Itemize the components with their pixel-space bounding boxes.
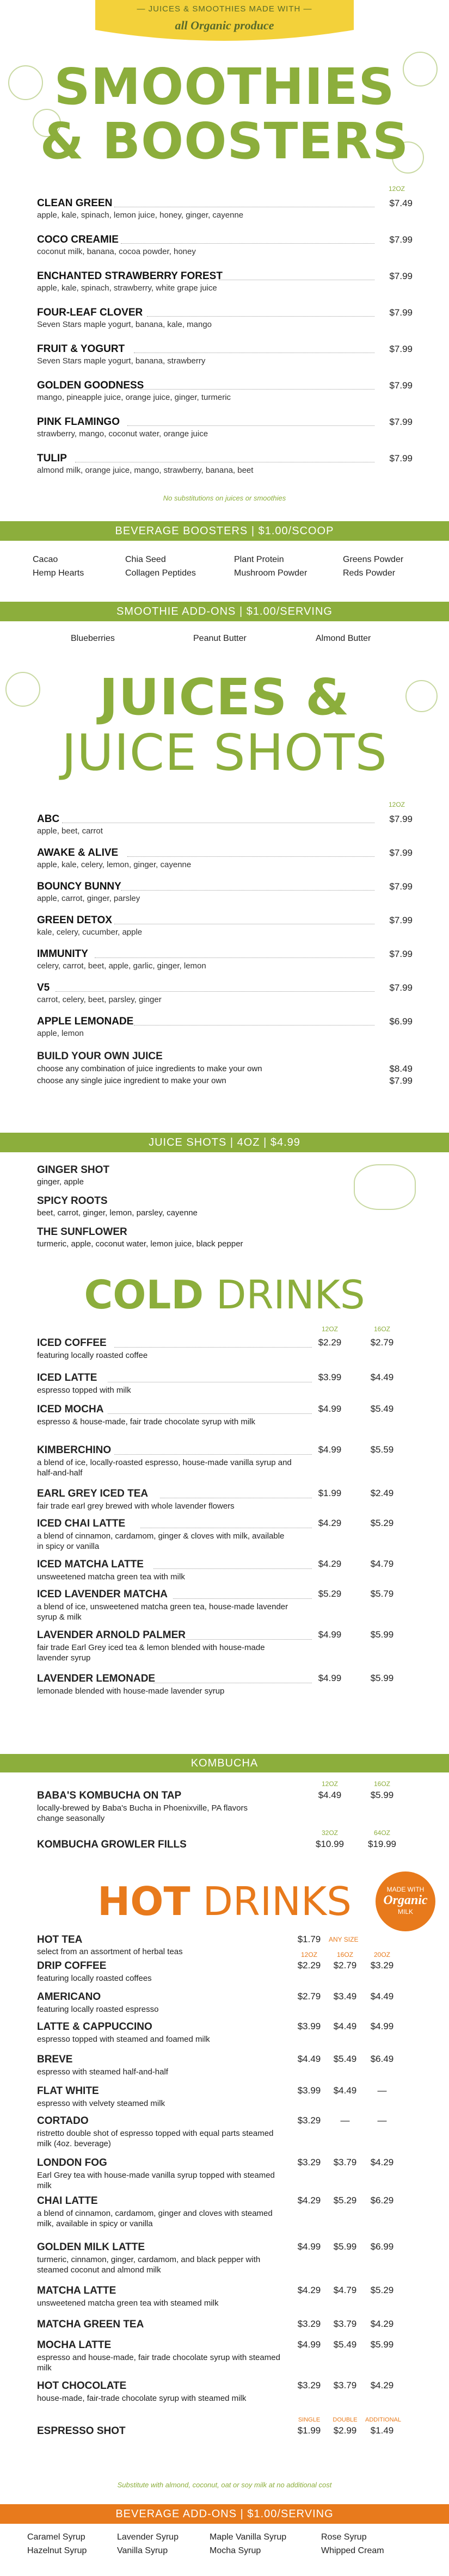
hot-price: $2.29: [297, 1960, 321, 1970]
cold-desc: featuring locally roasted coffee: [37, 1351, 148, 1360]
cold-price-16: $5.99: [370, 1673, 394, 1683]
hot-price: $5.49: [333, 2339, 357, 2350]
bev-addon-item: Mocha Syrup: [210, 2546, 261, 2555]
hot-desc: turmeric, cinnamon, ginger, cardamom, and black pepper with steamed coconut and almond milk: [37, 2255, 261, 2275]
smoothies-price: $7.99: [389, 307, 413, 318]
hot-price: $3.49: [333, 1991, 357, 2002]
addon-item: Almond Butter: [316, 634, 371, 643]
smoothies-name: FOUR-LEAF CLOVER: [37, 307, 143, 318]
cold-price-16: $5.49: [370, 1404, 394, 1414]
hot-name: GOLDEN MILK LATTE: [37, 2241, 145, 2253]
kombucha-tap-desc: locally-brewed by Baba's Bucha in Phoenixville, PA flavors change seasonally: [37, 1803, 248, 1823]
juices-dots: [127, 856, 374, 857]
hot-desc: espresso and house-made, fair trade chocolate syrup with steamed milk: [37, 2353, 280, 2373]
header-tagline: — JUICES & SMOOTHIES MADE WITH —: [137, 4, 312, 14]
juices-price: $7.99: [389, 814, 413, 824]
cold-name: ICED LATTE: [37, 1372, 97, 1383]
shot-name: SPICY ROOTS: [37, 1195, 108, 1207]
smoothies-name: FRUIT & YOGURT: [37, 343, 125, 355]
badge-line1: MADE WITH: [386, 1886, 425, 1893]
hot-price: $3.29: [297, 2380, 321, 2390]
hot-name: AMERICANO: [37, 1991, 101, 2003]
hot-name: BREVE: [37, 2054, 73, 2065]
booster-item: Plant Protein: [234, 555, 284, 564]
cold-price-12: $4.99: [318, 1629, 342, 1640]
hot-price: $4.29: [297, 2285, 321, 2295]
byo-desc-1: choose any combination of juice ingredients to make your own: [37, 1064, 262, 1073]
smoothies-name: ENCHANTED STRAWBERRY FOREST: [37, 270, 223, 282]
hot-price: $2.79: [333, 1960, 357, 1970]
shot-name: THE SUNFLOWER: [37, 1226, 127, 1238]
juices-desc: carrot, celery, beet, parsley, ginger: [37, 995, 162, 1004]
hot-name: DRIP COFFEE: [37, 1960, 107, 1972]
hot-name: MOCHA LATTE: [37, 2339, 112, 2351]
hot-desc: espresso topped with steamed and foamed milk: [37, 2035, 210, 2044]
hot-title-bold: HOT: [97, 1879, 190, 1924]
cold-drinks-title: [0, 1273, 449, 1317]
hot-desc: featuring locally roasted espresso: [37, 2005, 159, 2014]
bev-addon-item: Rose Syrup: [321, 2532, 367, 2542]
booster-item: Chia Seed: [125, 555, 166, 564]
hot-size-12: 12OZ: [300, 1951, 317, 1959]
hot-price: $5.99: [370, 2339, 394, 2350]
hot-size-16: 16OZ: [336, 1951, 353, 1959]
hot-desc: featuring locally roasted coffees: [37, 1974, 152, 1983]
hot-price: $3.79: [333, 2380, 357, 2390]
cold-price-12: $2.29: [318, 1337, 342, 1348]
size-header-16oz-kombucha: 16OZ: [373, 1780, 390, 1788]
hot-price: —: [377, 2115, 387, 2126]
cold-desc: a blend of cinnamon, cardamom, ginger & cloves with milk, available in spicy or vanilla: [37, 1531, 285, 1551]
cold-desc: espresso & house-made, fair trade chocolate syrup with milk: [37, 1417, 256, 1426]
shot-desc: ginger, apple: [37, 1177, 84, 1187]
juices-name: IMMUNITY: [37, 948, 88, 960]
hot-size-20: 20OZ: [373, 1951, 390, 1959]
smoothies-price: $7.99: [389, 271, 413, 281]
cold-price-12: $4.29: [318, 1559, 342, 1569]
juices-dots: [56, 991, 374, 992]
hot-tea-desc: select from an assortment of herbal teas: [37, 1947, 183, 1956]
hot-name: CHAI LATTE: [37, 2195, 98, 2207]
juice-shots-bar: JUICE SHOTS | 4OZ | $4.99: [0, 1133, 449, 1152]
smoothies-desc: almond milk, orange juice, mango, strawberry, banana, beet: [37, 466, 254, 475]
byo-price-2: $7.99: [389, 1076, 413, 1086]
size-header-12oz-juice: 12OZ: [388, 801, 405, 808]
hot-desc: a blend of cinnamon, cardamom, ginger and cloves with steamed milk, available in spicy or vanilla: [37, 2209, 273, 2228]
smoothie-note: No substitutions on juices or smoothies: [163, 494, 286, 502]
kombucha-growler-name: KOMBUCHA GROWLER FILLS: [37, 1839, 187, 1850]
organic-milk-badge: [376, 1871, 435, 1931]
smoothie-addons-bar: SMOOTHIE ADD-ONS | $1.00/SERVING: [0, 602, 449, 621]
kombucha-growler-p32: $10.99: [316, 1839, 344, 1849]
smoothies-item: [37, 270, 413, 304]
cold-dots: [186, 1639, 312, 1640]
byo-item: [37, 1050, 413, 1094]
cold-dots: [114, 1454, 312, 1455]
cold-desc: unsweetened matcha green tea with milk: [37, 1572, 185, 1582]
hot-price: $4.99: [297, 2339, 321, 2350]
any-size-label: ANY SIZE: [329, 1936, 359, 1943]
byo-name: BUILD YOUR OWN JUICE: [37, 1051, 163, 1062]
smoothies-price: $7.99: [389, 417, 413, 427]
juices-desc: apple, beet, carrot: [37, 826, 103, 836]
espresso-price: $1.99: [297, 2425, 321, 2436]
boosters-bar: BEVERAGE BOOSTERS | $1.00/SCOOP: [0, 521, 449, 541]
smoothies-price: $7.99: [389, 380, 413, 391]
cold-desc: fair trade Earl Grey iced tea & lemon blended with house-made lavender syrup: [37, 1643, 265, 1663]
smoothies-desc: apple, kale, spinach, strawberry, white grape juice: [37, 283, 217, 293]
shot-desc: beet, carrot, ginger, lemon, parsley, cayenne: [37, 1208, 198, 1218]
juices-item: [37, 847, 413, 878]
juices-item: [37, 981, 413, 1013]
hot-price: $3.29: [370, 1960, 394, 1970]
juices-name: BOUNCY BUNNY: [37, 881, 121, 892]
juices-desc: celery, carrot, beet, apple, garlic, ginger, lemon: [37, 961, 206, 971]
hot-price: $3.99: [297, 2085, 321, 2096]
cold-price-12: $4.99: [318, 1673, 342, 1683]
cold-price-16: $5.79: [370, 1589, 394, 1599]
hot-price: $5.29: [370, 2285, 394, 2295]
byo-desc-2: choose any single juice ingredient to make your own: [37, 1076, 226, 1085]
smoothies-item: [37, 452, 413, 486]
hot-desc: ristretto double shot of espresso topped with equal parts steamed milk (4oz. beverage): [37, 2129, 274, 2148]
juices-price: $7.99: [389, 983, 413, 993]
smoothies-name: TULIP: [37, 453, 67, 464]
cold-desc: espresso topped with milk: [37, 1386, 131, 1395]
hot-price: $3.29: [297, 2319, 321, 2329]
milk-note: Substitute with almond, coconut, oat or soy milk at no additional cost: [117, 2481, 332, 2489]
cold-title-light: DRINKS: [204, 1272, 365, 1318]
juices-name: AWAKE & ALIVE: [37, 847, 119, 858]
smoothies-desc: strawberry, mango, coconut water, orange juice: [37, 429, 208, 438]
hot-desc: espresso with velvety steamed milk: [37, 2099, 165, 2108]
juices-name: GREEN DETOX: [37, 915, 112, 926]
header-tagline-organic: all Organic produce: [175, 18, 274, 32]
hot-price: $6.49: [370, 2054, 394, 2064]
hot-name: HOT CHOCOLATE: [37, 2380, 127, 2392]
juices-name: ABC: [37, 813, 60, 825]
juices-price: $6.99: [389, 1016, 413, 1027]
smoothies-desc: Seven Stars maple yogurt, banana, kale, mango: [37, 320, 212, 329]
size-header-12oz: 12OZ: [388, 185, 405, 193]
smoothies-name: CLEAN GREEN: [37, 197, 113, 209]
cold-price-16: $2.79: [370, 1337, 394, 1348]
booster-item: Cacao: [33, 555, 58, 564]
size-header-16oz-cold: 16OZ: [373, 1325, 390, 1333]
cold-title-bold: COLD: [84, 1272, 204, 1318]
cold-name: ICED CHAI LATTE: [37, 1518, 126, 1529]
smoothies-title: SMOOTHIES: [54, 58, 395, 116]
cold-name: ICED COFFEE: [37, 1337, 107, 1349]
juices-desc: apple, carrot, ginger, parsley: [37, 894, 140, 903]
hot-price: $5.99: [333, 2241, 357, 2252]
espresso-h-single: SINGLE: [298, 2417, 321, 2423]
hot-price: $4.99: [370, 2021, 394, 2031]
juices-item: [37, 813, 413, 844]
smoothies-item: [37, 306, 413, 341]
juices-dots: [134, 1025, 374, 1026]
hot-price: $6.99: [370, 2241, 394, 2252]
cold-price-12: $4.99: [318, 1404, 342, 1414]
byo-row-2: [37, 1075, 413, 1087]
bev-addon-item: Maple Vanilla Syrup: [210, 2532, 287, 2542]
juices-dots: [121, 890, 374, 891]
shot-desc: turmeric, apple, coconut water, lemon juice, black pepper: [37, 1239, 243, 1249]
espresso-name: ESPRESSO SHOT: [37, 2425, 126, 2437]
smoothies-name: PINK FLAMINGO: [37, 416, 120, 428]
hot-name: LATTE & CAPPUCCINO: [37, 2021, 152, 2033]
booster-item: Hemp Hearts: [33, 569, 84, 578]
kombucha-bar: KOMBUCHA: [0, 1754, 449, 1772]
juices-price: $7.99: [389, 848, 413, 858]
juices-title: JUICES &: [99, 668, 350, 726]
cold-price-16: $4.49: [370, 1372, 394, 1382]
kombucha-tap-p12: $4.49: [318, 1790, 342, 1800]
smoothies-price: $7.99: [389, 344, 413, 354]
cold-price-12: $5.29: [318, 1589, 342, 1599]
hot-tea-name: HOT TEA: [37, 1934, 83, 1945]
hot-name: MATCHA GREEN TEA: [37, 2319, 144, 2330]
espresso-h-additional: ADDITIONAL: [365, 2417, 401, 2423]
kombucha-tap-p16: $5.99: [370, 1790, 394, 1800]
cold-desc: a blend of ice, locally-roasted espresso, house-made vanilla syrup and half-and-half: [37, 1458, 292, 1478]
bev-addon-item: Hazelnut Syrup: [27, 2546, 87, 2555]
hot-price: $2.79: [297, 1991, 321, 2002]
cold-name: LAVENDER ARNOLD PALMER: [37, 1629, 186, 1641]
hot-price: $4.49: [370, 1991, 394, 2002]
espresso-price: $1.49: [370, 2425, 394, 2436]
juices-price: $7.99: [389, 881, 413, 892]
espresso-h-double: DOUBLE: [333, 2417, 358, 2423]
cold-dots: [108, 1413, 312, 1414]
juices-item: [37, 948, 413, 979]
hot-price: $3.29: [297, 2115, 321, 2126]
booster-item: Greens Powder: [343, 555, 404, 564]
shot-name: GINGER SHOT: [37, 1164, 110, 1176]
hot-title-light: DRINKS: [190, 1879, 352, 1924]
size-header-32oz: 32OZ: [321, 1829, 338, 1837]
smoothies-item: [37, 197, 413, 231]
bev-addon-item: Lavender Syrup: [117, 2532, 179, 2542]
hot-name: FLAT WHITE: [37, 2085, 99, 2097]
juices-item: [37, 914, 413, 946]
size-header-12oz-kombucha: 12OZ: [321, 1780, 338, 1788]
smoothies-price: $7.49: [389, 198, 413, 208]
juices-desc: apple, kale, celery, lemon, ginger, cayenne: [37, 860, 192, 869]
cold-price-12: $3.99: [318, 1372, 342, 1382]
bev-addon-item: Caramel Syrup: [27, 2532, 85, 2542]
juices-name: APPLE LEMONADE: [37, 1016, 134, 1027]
hot-price: $4.49: [297, 2054, 321, 2064]
smoothies-name: GOLDEN GOODNESS: [37, 380, 144, 391]
hot-price: —: [340, 2115, 350, 2126]
juices-name: V5: [37, 982, 50, 993]
hot-desc: house-made, fair-trade chocolate syrup with steamed milk: [37, 2394, 247, 2403]
cold-name: LAVENDER LEMONADE: [37, 1673, 156, 1684]
juices-dots: [95, 957, 374, 958]
cold-name: ICED MATCHA LATTE: [37, 1559, 144, 1570]
hot-price: $4.29: [370, 2157, 394, 2167]
hot-price: $3.29: [297, 2157, 321, 2167]
smoothies-item: [37, 416, 413, 450]
hot-desc: unsweetened matcha green tea with steamed milk: [37, 2299, 219, 2308]
hot-price: $3.79: [333, 2157, 357, 2167]
kombucha-tap-name: BABA'S KOMBUCHA ON TAP: [37, 1790, 182, 1801]
hot-name: MATCHA LATTE: [37, 2285, 116, 2296]
cold-price-16: $5.99: [370, 1629, 394, 1640]
juices-price: $7.99: [389, 915, 413, 925]
addon-item: Peanut Butter: [193, 634, 247, 643]
hot-tea-price: $1.79: [297, 1934, 321, 1944]
smoothies-item: [37, 343, 413, 377]
hot-desc: Earl Grey tea with house-made vanilla syrup topped with steamed milk: [37, 2171, 275, 2190]
cold-dots: [173, 1598, 312, 1599]
smoothies-item: [37, 379, 413, 413]
smoothies-dots: [147, 316, 374, 317]
hot-price: $4.79: [333, 2285, 357, 2295]
smoothies-desc: mango, pineapple juice, orange juice, ginger, turmeric: [37, 393, 231, 402]
badge-line2: Organic: [383, 1893, 428, 1907]
byo-row-1: [37, 1063, 413, 1075]
byo-price-1: $8.49: [389, 1064, 413, 1074]
espresso-price: $2.99: [333, 2425, 357, 2436]
cold-desc: lemonade blended with house-made lavender syrup: [37, 1687, 225, 1696]
hot-price: $4.49: [333, 2085, 357, 2096]
cold-name: EARL GREY ICED TEA: [37, 1488, 149, 1499]
hot-name: LONDON FOG: [37, 2157, 107, 2169]
booster-item: Reds Powder: [343, 569, 396, 578]
juices-desc: kale, celery, cucumber, apple: [37, 928, 143, 937]
smoothies-name: COCO CREAMIE: [37, 234, 119, 245]
hot-price: $6.29: [370, 2195, 394, 2206]
smoothies-price: $7.99: [389, 234, 413, 245]
hot-price: $4.29: [370, 2319, 394, 2329]
smoothies-desc: coconut milk, banana, cocoa powder, honey: [37, 247, 196, 256]
bev-addon-item: Whipped Cream: [321, 2546, 384, 2555]
juice-shots-title: JUICE SHOTS: [61, 724, 388, 782]
bev-addon-item: Vanilla Syrup: [117, 2546, 168, 2555]
booster-item: Mushroom Powder: [234, 569, 307, 578]
boosters-title: & BOOSTERS: [40, 112, 409, 170]
cold-price-12: $4.29: [318, 1518, 342, 1528]
juices-item: [37, 880, 413, 912]
cold-price-12: $1.99: [318, 1488, 342, 1498]
cold-name: KIMBERCHINO: [37, 1444, 112, 1456]
cold-price-12: $4.99: [318, 1444, 342, 1455]
size-header-64oz: 64OZ: [373, 1829, 390, 1837]
juices-desc: apple, lemon: [37, 1029, 84, 1038]
cold-price-16: $2.49: [370, 1488, 394, 1498]
booster-item: Collagen Peptides: [125, 569, 196, 578]
juices-price: $7.99: [389, 949, 413, 959]
juices-item: [37, 1015, 413, 1047]
hot-price: $4.29: [370, 2380, 394, 2390]
hot-price: $4.49: [333, 2021, 357, 2031]
addon-item: Blueberries: [71, 634, 115, 643]
smoothies-dots: [127, 425, 374, 426]
cold-price-16: $4.79: [370, 1559, 394, 1569]
beverage-addons-bar: BEVERAGE ADD-ONS | $1.00/SERVING: [0, 2504, 449, 2524]
cold-desc: a blend of ice, unsweetened matcha green tea, house-made lavender syrup & milk: [37, 1602, 288, 1622]
hot-price: $5.49: [333, 2054, 357, 2064]
smoothies-dots: [140, 389, 374, 390]
cold-dots: [114, 1347, 312, 1348]
hot-price: —: [377, 2085, 387, 2096]
cold-dots: [153, 1568, 312, 1569]
hot-desc: espresso with steamed half-and-half: [37, 2067, 168, 2077]
hot-price: $5.29: [333, 2195, 357, 2206]
cold-desc: fair trade earl grey brewed with whole lavender flowers: [37, 1502, 235, 1511]
cold-name: ICED MOCHA: [37, 1404, 104, 1415]
ginger-root-icon: [354, 1164, 416, 1210]
smoothies-dots: [121, 243, 374, 244]
cold-price-16: $5.59: [370, 1444, 394, 1455]
smoothies-desc: Seven Stars maple yogurt, banana, strawberry: [37, 356, 206, 366]
cold-price-16: $5.29: [370, 1518, 394, 1528]
hot-price: $3.99: [297, 2021, 321, 2031]
size-header-12oz-cold: 12OZ: [321, 1325, 338, 1333]
cold-name: ICED LAVENDER MATCHA: [37, 1589, 168, 1600]
hot-price: $4.29: [297, 2195, 321, 2206]
smoothies-desc: apple, kale, spinach, lemon juice, honey, ginger, cayenne: [37, 211, 244, 220]
kombucha-growler-p64: $19.99: [368, 1839, 396, 1849]
hot-price: $3.79: [333, 2319, 357, 2329]
smoothies-item: [37, 233, 413, 268]
hot-name: CORTADO: [37, 2115, 89, 2127]
hot-price: $4.99: [297, 2241, 321, 2252]
smoothies-price: $7.99: [389, 453, 413, 464]
badge-line3: MILK: [397, 1908, 413, 1916]
